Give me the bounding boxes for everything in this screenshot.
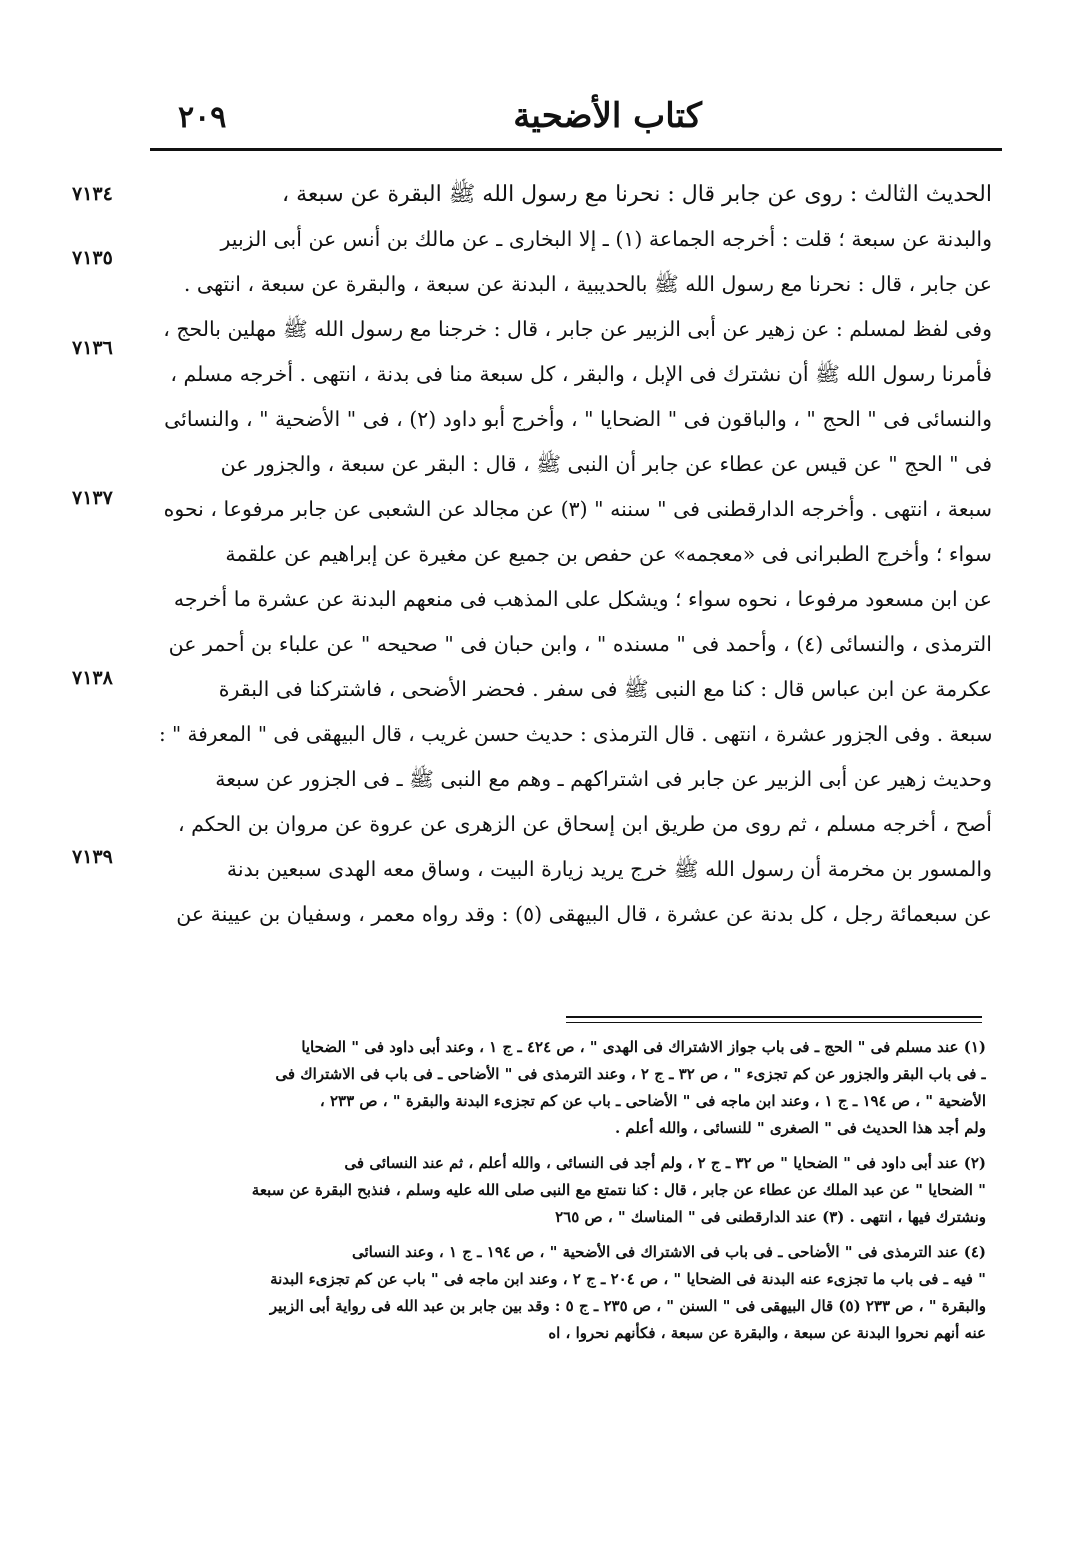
- footnote-line: ـ فى باب البقر والجزور عن كم تجزىء " ، ص ٣٢ ـ ج ٢ ، وعند الترمذى فى " الأضاحى ـ فى باب فى الاشتراك فى: [275, 1065, 986, 1083]
- text-line: أصح ، أخرجه مسلم ، ثم روى من طريق ابن إسحاق عن الزهرى عن عروة عن مروان بن الحكم ،: [177, 812, 992, 836]
- text-line: الترمذى ، والنسائى (٤) ، وأحمد فى " مسنده " ، وابن حبان فى " صحيحه " عن علباء بن أحمر عن: [168, 632, 992, 656]
- hadith-number: ٧١٣٥: [72, 247, 113, 269]
- chapter-title: كتاب الأضحية: [513, 96, 702, 136]
- footnote-line: (٢) عند أبى داود فى " الضحايا " ص ٣٢ ـ ج ٢ ، ولم أجد فى النسائى ، والله أعلم ، ثم عند النسائى فى: [344, 1154, 986, 1172]
- text-line: عن جابر ، قال : نحرنا مع رسول الله ﷺ بالحديبية ، البدنة عن سبعة ، والبقرة عن سبعة ، انتهى .: [183, 272, 992, 296]
- header-rule: [150, 148, 1002, 151]
- text-line: عكرمة عن ابن عباس قال : كنا مع النبى ﷺ فى سفر . فحضر الأضحى ، فاشتركنا فى البقرة: [218, 677, 992, 701]
- text-line: والنسائى فى " الحج " ، والباقون فى " الضحايا " ، وأخرج أبو داود (٢) ، فى " الأضحية " ، والنسائى: [164, 407, 992, 431]
- footnote-separator: [566, 1022, 982, 1023]
- footnote-line: " الضحايا " عن عبد الملك عن عطاء عن جابر ، قال : كنا نتمتع مع النبى صلى الله عليه وسلم ، فنذبح البقرة عن سبعة: [251, 1181, 986, 1199]
- footnote-line: عنه أنهم نحروا البدنة عن سبعة ، والبقرة عن سبعة ، فكأنهم نحروا ، اه: [548, 1324, 986, 1342]
- text-line: عن ابن مسعود مرفوعا ، نحوه سواء ؛ ويشكل على المذهب فى منعهم البدنة عن عشرة ما أخرجه: [173, 587, 992, 611]
- text-line: فأمرنا رسول الله ﷺ أن نشترك فى الإبل ، والبقر ، كل سبعة منا فى بدنة ، انتهى . أخرجه مسلم ،: [170, 362, 992, 386]
- hadith-number: ٧١٣٨: [72, 667, 113, 689]
- text-line: والبدنة عن سبعة ؛ قلت : أخرجه الجماعة (١) ـ إلا البخارى ـ عن مالك بن أنس عن أبى الزبير: [220, 227, 992, 251]
- footnote-line: الأضحية " ، ص ١٩٤ ـ ج ١ ، وعند ابن ماجه فى " الأضاحى ـ باب عن كم تجزىء البدنة والبقرة " ، ص ٢٣٣ ،: [319, 1092, 986, 1110]
- footnote-line: (٤) عند الترمذى فى " الأضاحى ـ فى باب فى الاشتراك فى الأضحية " ، ص ١٩٤ ـ ج ١ ، وعند النسائى: [351, 1243, 986, 1261]
- footnote-separator: [566, 1016, 982, 1018]
- footnote-line: " فيه ـ فى باب ما تجزىء عنه البدنة فى الضحايا " ، ص ٢٠٤ ـ ج ٢ ، وعند ابن ماجه فى " باب عن كم تجزىء البدنة: [270, 1270, 986, 1288]
- text-line: سبعة . وفى الجزور عشرة ، انتهى . قال الترمذى : حديث حسن غريب ، قال البيهقى فى " المعرفة " :: [158, 722, 992, 746]
- text-line: فى " الحج " عن قيس عن عطاء عن جابر أن النبى ﷺ ، قال : البقر عن سبعة ، والجزور عن: [220, 452, 992, 476]
- main-text: [158, 172, 992, 937]
- text-line: عن سبعمائة رجل ، كل بدنة عن عشرة ، قال البيهقى (٥) : وقد رواه معمر ، وسفيان بن عيينة عن: [176, 902, 992, 926]
- footnote-line: (١) عند مسلم فى " الحج ـ فى باب جواز الاشتراك فى الهدى " ، ص ٤٢٤ ـ ج ١ ، وعند أبى داود فى " الضحايا: [301, 1038, 986, 1056]
- footnotes: [158, 1034, 986, 1347]
- text-line: الحديث الثالث : روى عن جابر قال : نحرنا مع رسول الله ﷺ البقرة عن سبعة ،: [282, 182, 992, 207]
- text-line: وحديث زهير عن أبى الزبير عن جابر فى اشتراكهم ـ وهم مع النبى ﷺ ـ فى الجزور عن سبعة: [215, 767, 992, 791]
- hadith-number: ٧١٣٤: [72, 183, 113, 205]
- text-line: سواء ؛ وأخرج الطبرانى فى «معجمه» عن حفص بن جميع عن مغيرة عن إبراهيم عن علقمة: [225, 542, 992, 566]
- page-header: [150, 92, 1002, 146]
- text-line: والمسور بن مخرمة أن رسول الله ﷺ خرج يريد زيارة البيت ، وساق معه الهدى سبعين بدنة: [226, 857, 992, 881]
- hadith-number: ٧١٣٧: [72, 487, 113, 509]
- footnote-line: والبقرة " ، ص ٢٣٣ (٥) قال البيهقى فى " السنن " ، ص ٢٣٥ ـ ج ٥ : وقد بين جابر بن عبد الله فى رواية أبى الزبير: [269, 1297, 986, 1315]
- footnote-line: ونشترك فيها ، انتهى . (٣) عند الدارقطنى فى " المناسك " ، ص ٢٦٥: [555, 1208, 986, 1226]
- text-line: سبعة ، انتهى . وأخرجه الدارقطنى فى " سننه " (٣) عن مجالد عن الشعبى عن جابر مرفوعا ، نحوه: [163, 497, 992, 521]
- text-line: وفى لفظ لمسلم : عن زهير عن أبى الزبير عن جابر ، قال : خرجنا مع رسول الله ﷺ مهلين بالحج ،: [163, 317, 992, 341]
- page-number: ٢٠٩: [178, 100, 227, 135]
- hadith-number: ٧١٣٦: [72, 337, 113, 359]
- hadith-number: ٧١٣٩: [72, 846, 113, 868]
- footnote-line: ولم أجد هذا الحديث فى " الصغرى " للنسائى ، والله أعلم .: [614, 1119, 986, 1137]
